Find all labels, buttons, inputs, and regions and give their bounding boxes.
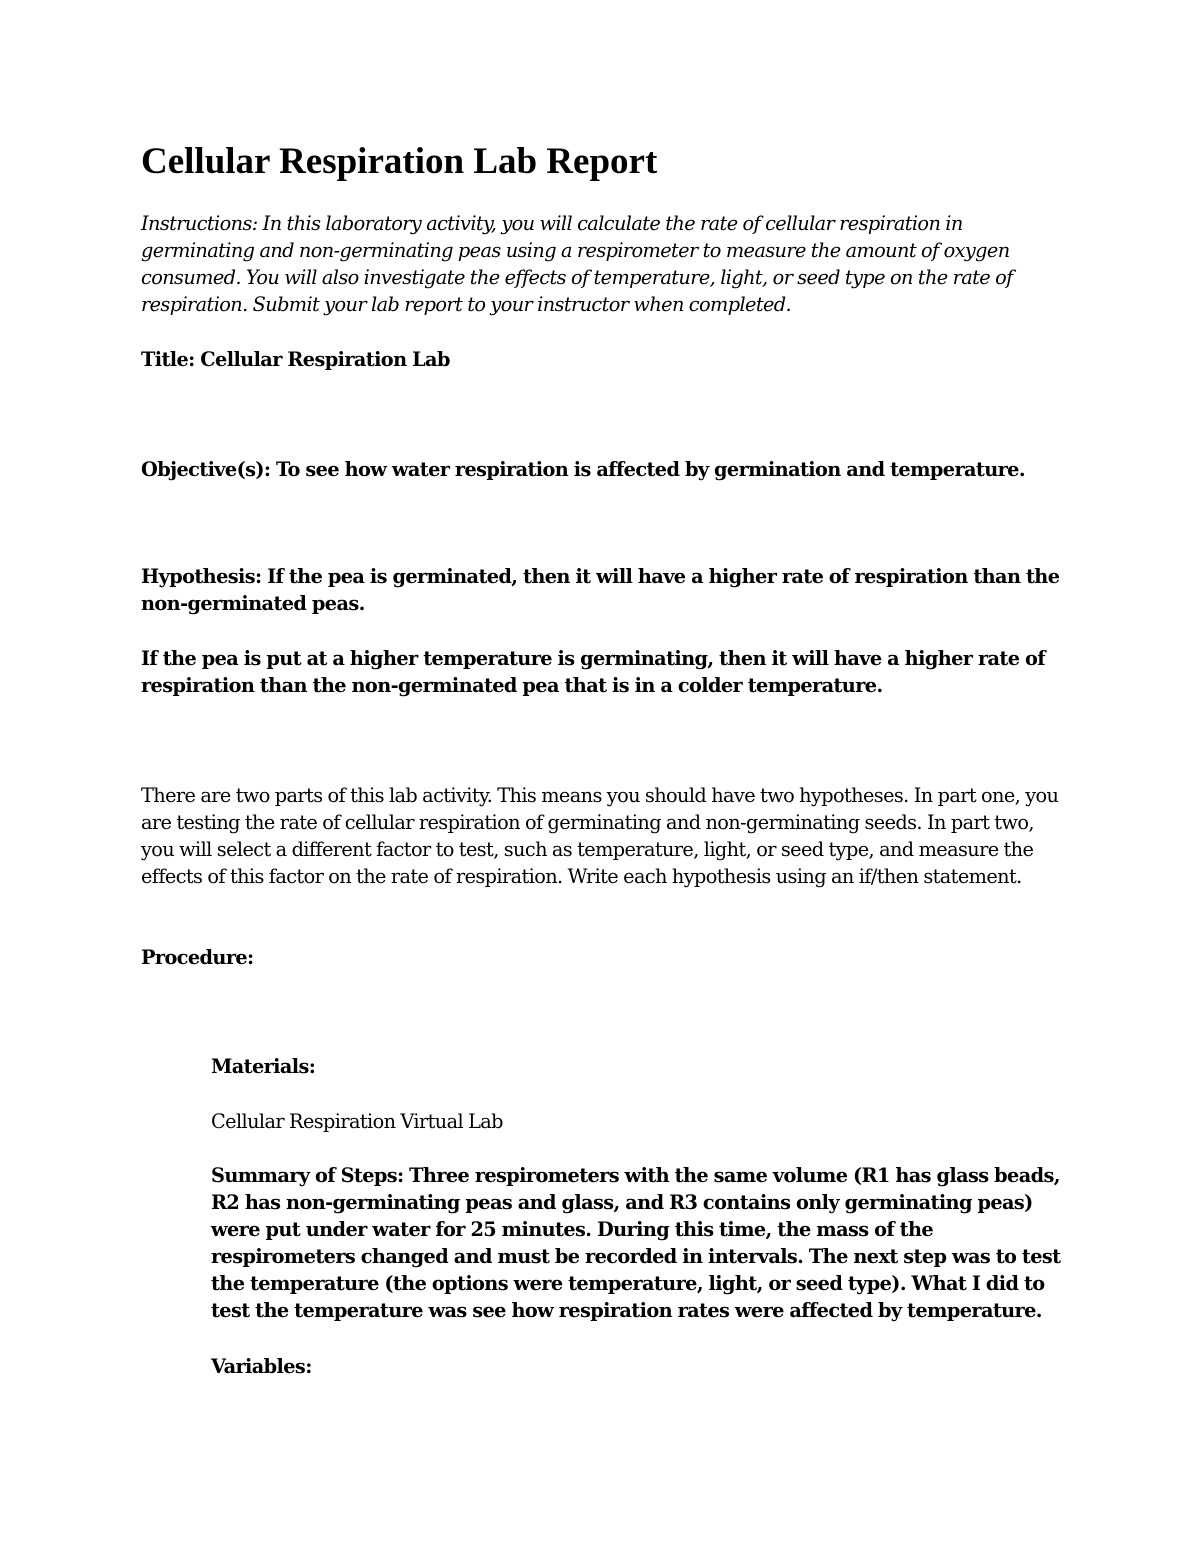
materials-heading: Materials:	[211, 1055, 316, 1078]
hypothesis-paragraph-1: Hypothesis: If the pea is germinated, then it will have a higher rate of respiration than the non-germinated peas.	[141, 565, 1060, 615]
variables-heading: Variables:	[211, 1355, 312, 1378]
summary-of-steps-paragraph: Summary of Steps: Three respirometers with the same volume (R1 has glass beads, R2 has non-germinating peas and glass, and R3 contains only germinating peas) were put under water for 25 minutes. During this time, the mass of the respirometers changed and must be recorded in intervals. The next step was to test the temperature (the options were temperature, light, or seed type). What I did to test the temperature was see how respiration rates were affected by temperature.	[211, 1164, 1061, 1322]
two-parts-paragraph: There are two parts of this lab activity. This means you should have two hypotheses. In part one, you are testing the rate of cellular respiration of germinating and non-germinating seeds. In part two, you will select a different factor to test, such as temperature, light, or seed type, and measure the effects of this factor on the rate of respiration. Write each hypothesis using an if/then statement.	[141, 784, 1059, 888]
lab-title-line: Title: Cellular Respiration Lab	[141, 348, 450, 371]
objective-line: Objective(s): To see how water respiration is affected by germination and temperature.	[141, 458, 1025, 481]
materials-item: Cellular Respiration Virtual Lab	[211, 1110, 503, 1133]
instructions-paragraph: Instructions: In this laboratory activity, you will calculate the rate of cellular respiration in germinating and non-germinating peas using a respirometer to measure the amount of oxygen consumed. You will also investigate the effects of temperature, light, or seed type on the rate of respiration. Submit your lab report to your instructor when completed.	[141, 212, 1013, 316]
document-title: Cellular Respiration Lab Report	[141, 141, 658, 182]
hypothesis-paragraph-2: If the pea is put at a higher temperature is germinating, then it will have a higher rate of respiration than the non-germinated pea that is in a colder temperature.	[141, 647, 1045, 697]
procedure-heading: Procedure:	[141, 946, 254, 969]
